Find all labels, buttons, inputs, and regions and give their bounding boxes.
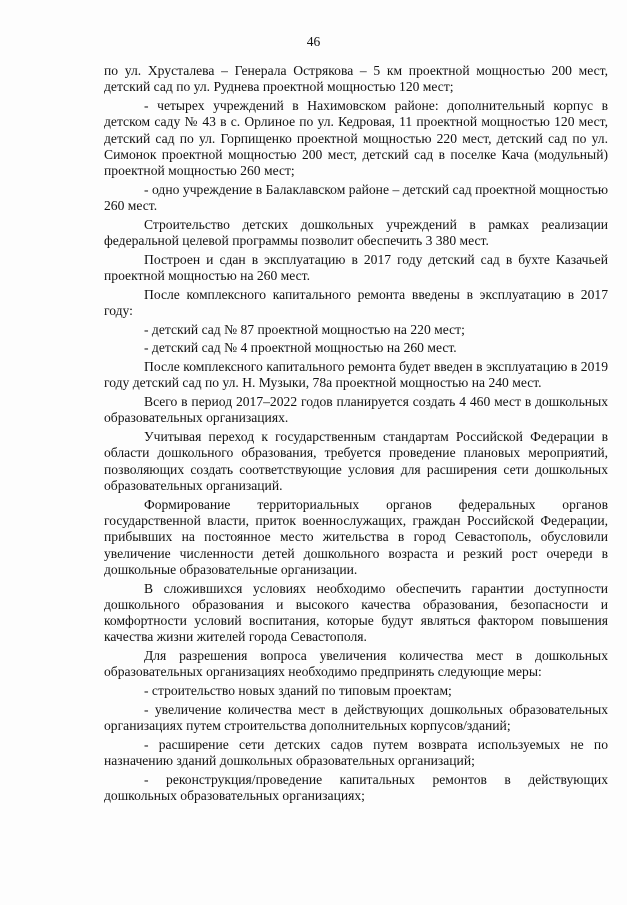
paragraph: - четырех учреждений в Нахимовском районе: дополнительный корпус в детском саду № 43 в с. Орлиное по ул. Кедровая, 11 проектной мощностью 120 мест, детский сад по ул. Горпищенко проектной мощностью 220 мест, детский сад по ул. Симонок проектной мощностью 200 мест, детский сад в поселке Кача (модульный) проектной мощностью 260 мест; — [104, 97, 608, 179]
paragraph: Построен и сдан в эксплуатацию в 2017 году детский сад в бухте Казачьей проектной мощностью на 260 мест. — [104, 251, 608, 284]
paragraph: Учитывая переход к государственным стандартам Российской Федерации в области дошкольного образования, требуется проведение плановых мероприятий, позволяющих создать соответствующие условия для расширения сети дошкольных образовательных организаций. — [104, 429, 608, 494]
paragraph: Всего в период 2017–2022 годов планируется создать 4 460 мест в дошкольных образовательных организациях. — [104, 394, 608, 426]
paragraph: - детский сад № 87 проектной мощностью на 220 мест; — [144, 321, 465, 337]
paragraph: - строительство новых зданий по типовым проектам; — [144, 683, 452, 699]
paragraph: - детский сад № 4 проектной мощностью на 260 мест. — [144, 340, 457, 356]
paragraph: После комплексного капитального ремонта введены в эксплуатацию в 2017 году: — [104, 286, 608, 319]
paragraph: - расширение сети детских садов путем возврата используемых не по назначению зданий дошкольных образовательных организаций; — [104, 736, 608, 769]
paragraph: В сложившихся условиях необходимо обеспечить гарантии доступности дошкольного образования и высокого качества образования, безопасности и комфортности условий воспитания, которые будут являться фактором повышения качества жизни жителей города Севастополя. — [104, 580, 608, 645]
paragraph: Для разрешения вопроса увеличения количества мест в дошкольных образовательных организациях необходимо предпринять следующие меры: — [104, 648, 608, 680]
paragraph: Строительство детских дошкольных учреждений в рамках реализации федеральной целевой программы позволит обеспечить 3 380 мест. — [104, 216, 608, 249]
paragraph: - реконструкция/проведение капитальных ремонтов в действующих дошкольных образовательных организациях; — [104, 771, 608, 804]
paragraph: - увеличение количества мест в действующих дошкольных образовательных организациях путем строительства дополнительных корпусов/зданий; — [104, 701, 608, 734]
page-number: 46 — [306, 34, 321, 49]
document-body — [104, 63, 608, 807]
paragraph: После комплексного капитального ремонта будет введен в эксплуатацию в 2019 году детский сад по ул. Н. Музыки, 78а проектной мощностью на 240 мест. — [104, 359, 608, 391]
paragraph: по ул. Хрусталева – Генерала Острякова – 5 км проектной мощностью 200 мест, детский сад по ул. Руднева проектной мощностью 120 мест; — [104, 63, 608, 95]
paragraph: - одно учреждение в Балаклавском районе – детский сад проектной мощностью 260 мест. — [104, 181, 608, 214]
paragraph: Формирование территориальных органов федеральных органов государственной власти, приток военнослужащих, граждан Российской Федерации, прибывших на постоянное место жительства в город Севастополь, обусловили увеличение численности детей дошкольного возраста и резкий рост очереди в дошкольные образовательные организации. — [104, 496, 608, 577]
